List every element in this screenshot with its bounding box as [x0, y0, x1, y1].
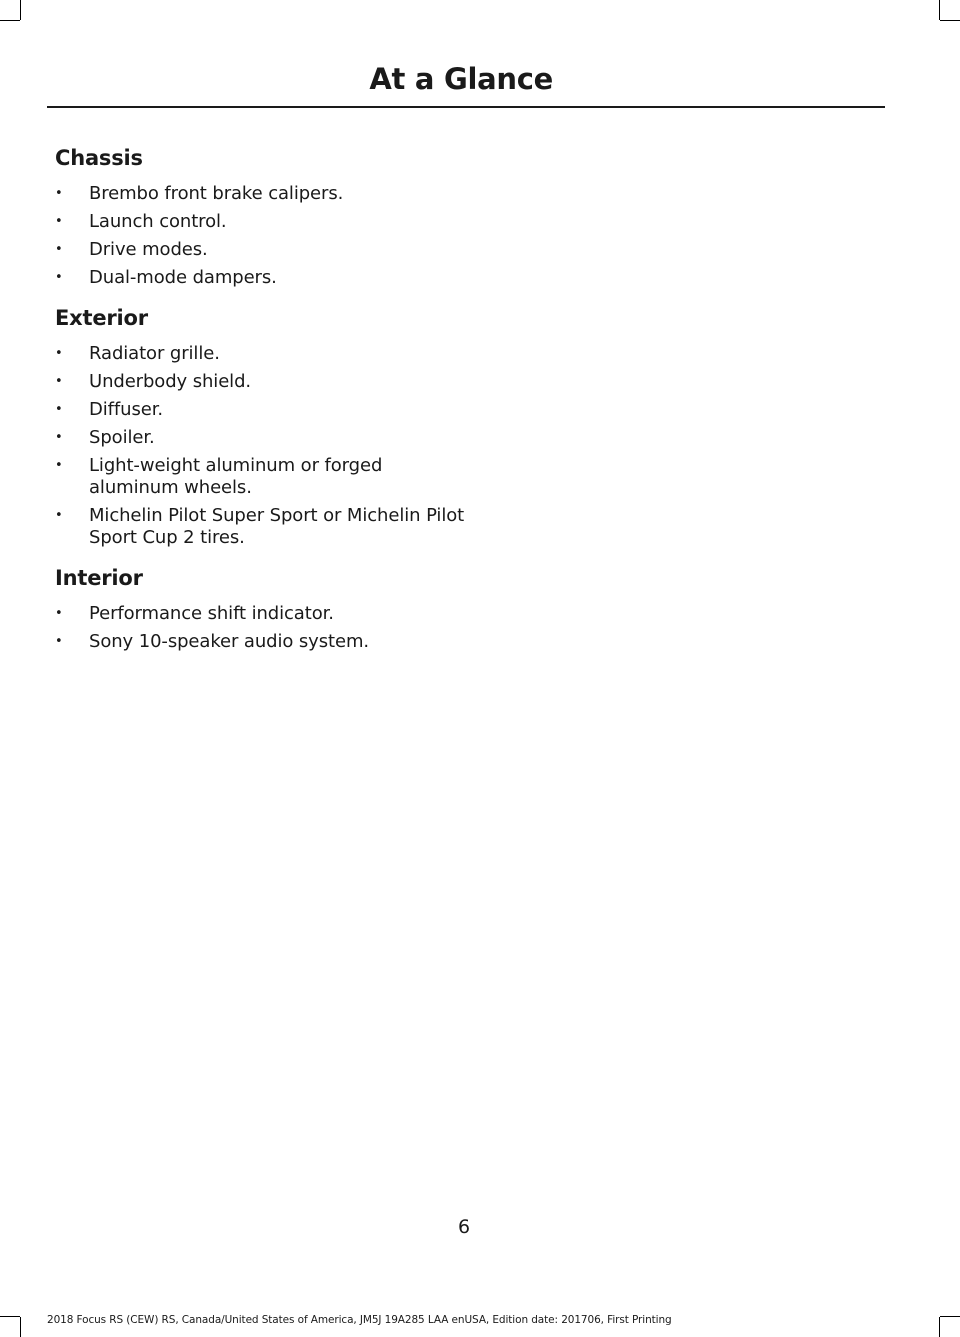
bullet-mark: • — [55, 606, 63, 621]
crop-mark-top-right-horizontal — [940, 20, 960, 21]
section-heading: Interior — [55, 566, 143, 590]
bullet-mark: • — [55, 374, 63, 389]
crop-mark-bottom-right-horizontal — [940, 1316, 960, 1317]
bullet-mark: • — [55, 346, 63, 361]
bullet-mark: • — [55, 458, 63, 473]
section-heading: Chassis — [55, 146, 143, 170]
list-item — [55, 239, 475, 261]
bullet-mark: • — [55, 270, 63, 285]
list-item — [55, 631, 475, 653]
list-item — [55, 505, 475, 549]
section-exterior — [55, 303, 475, 549]
bullet-mark: • — [55, 402, 63, 417]
crop-mark-bottom-left-horizontal — [0, 1316, 20, 1317]
list-item-text: Light-weight aluminum or forged aluminum wheels. — [89, 455, 383, 498]
list-item — [55, 183, 475, 205]
footer-edition-line: 2018 Focus RS (CEW) RS, Canada/United States of America, JM5J 19A285 LAA enUSA, Edition date: 201706, First Printing — [47, 1314, 672, 1326]
list-item — [55, 603, 475, 625]
list-item — [55, 455, 475, 499]
list-item — [55, 343, 475, 365]
list-item-text: Sony 10-speaker audio system. — [89, 631, 370, 652]
bullet-mark: • — [55, 186, 63, 201]
page-number: 6 — [458, 1216, 471, 1238]
list-item-text: Brembo front brake calipers. — [89, 183, 344, 204]
list-item-text: Michelin Pilot Super Sport or Michelin Pilot Sport Cup 2 tires. — [89, 505, 465, 548]
section-heading: Exterior — [55, 306, 148, 330]
bullet-mark: • — [55, 214, 63, 229]
list-item-text: Launch control. — [89, 211, 227, 232]
list-item — [55, 371, 475, 393]
crop-mark-bottom-right — [939, 1317, 940, 1337]
content-column — [55, 143, 475, 667]
bullet-mark: • — [55, 508, 63, 523]
crop-mark-top-right — [939, 0, 940, 20]
crop-mark-top-left-horizontal — [0, 20, 20, 21]
bullet-list — [55, 343, 475, 549]
section-interior — [55, 563, 475, 653]
list-item-text: Radiator grille. — [89, 343, 220, 364]
list-item-text: Performance shift indicator. — [89, 603, 334, 624]
list-item-text: Diffuser. — [89, 399, 163, 420]
bullet-mark: • — [55, 634, 63, 649]
bullet-mark: • — [55, 242, 63, 257]
bullet-list — [55, 603, 475, 653]
list-item-text: Drive modes. — [89, 239, 208, 260]
crop-mark-bottom-left — [20, 1317, 21, 1337]
page-title: At a Glance — [369, 62, 553, 96]
list-item — [55, 211, 475, 233]
list-item-text: Underbody shield. — [89, 371, 252, 392]
header-rule — [47, 106, 885, 108]
list-item — [55, 267, 475, 289]
bullet-list — [55, 183, 475, 289]
bullet-mark: • — [55, 430, 63, 445]
page-header — [47, 58, 885, 108]
list-item-text: Dual-mode dampers. — [89, 267, 277, 288]
list-item — [55, 399, 475, 421]
crop-mark-top-left — [20, 0, 21, 20]
section-chassis — [55, 143, 475, 289]
list-item — [55, 427, 475, 449]
list-item-text: Spoiler. — [89, 427, 155, 448]
